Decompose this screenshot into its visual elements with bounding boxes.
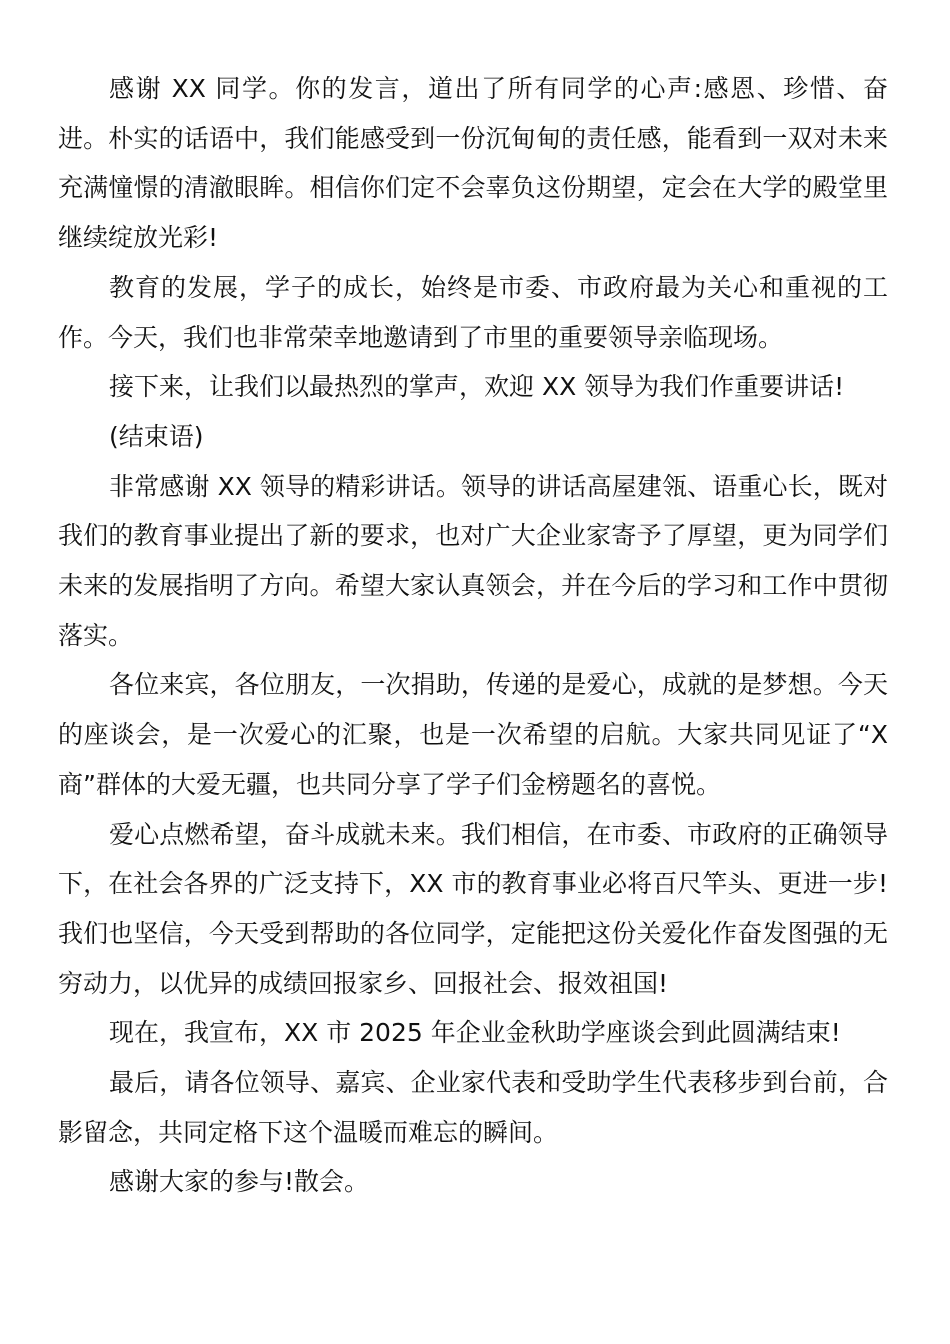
document-body (58, 64, 888, 1207)
paragraph-guests-friends: 各位来宾，各位朋友，一次捐助，传递的是爱心，成就的是梦想。今天的座谈会，是一次爱心的汇聚，也是一次希望的启航。大家共同见证了“X 商”群体的大爱无疆，也共同分享了学子们金榜题名的喜悦。 (58, 670, 888, 799)
paragraph-announce-end: 现在，我宣布，XX 市 2025 年企业金秋助学座谈会到此圆满结束! (109, 1018, 841, 1048)
paragraph-invite-leader: 接下来，让我们以最热烈的掌声，欢迎 XX 领导为我们作重要讲话! (109, 372, 845, 402)
paragraph-dismissal: 感谢大家的参与!散会。 (109, 1167, 370, 1197)
paragraph-thanks-leader: 非常感谢 XX 领导的精彩讲话。领导的讲话高屋建瓴、语重心长，既对我们的教育事业提出了新的要求，也对广大企业家寄予了厚望，更为同学们未来的发展指明了方向。希望大家认真领会，并在今后的学习和工作中贯彻落实。 (58, 471, 888, 650)
paragraph-thanks-student: 感谢 XX 同学。你的发言，道出了所有同学的心声:感恩、珍惜、奋进。朴实的话语中，我们能感受到一份沉甸甸的责任感，能看到一双对未来充满憧憬的清澈眼眸。相信你们定不会辜负这份期望，定会在大学的殿堂里继续绽放光彩! (58, 74, 888, 253)
paragraph-closing-heading: (结束语) (109, 421, 204, 451)
paragraph-education-development: 教育的发展，学子的成长，始终是市委、市政府最为关心和重视的工作。今天，我们也非常荣幸地邀请到了市里的重要领导亲临现场。 (58, 272, 888, 352)
paragraph-group-photo: 最后，请各位领导、嘉宾、企业家代表和受助学生代表移步到台前，合影留念，共同定格下这个温暖而难忘的瞬间。 (58, 1068, 888, 1147)
paragraph-hope-future: 爱心点燃希望，奋斗成就未来。我们相信，在市委、市政府的正确领导下，在社会各界的广泛支持下，XX 市的教育事业必将百尺竿头、更进一步!我们也坚信，今天受到帮助的各位同学，定能把这份关爱化作奋发图强的无穷动力，以优异的成绩回报家乡、回报社会、报效祖国! (58, 819, 888, 998)
